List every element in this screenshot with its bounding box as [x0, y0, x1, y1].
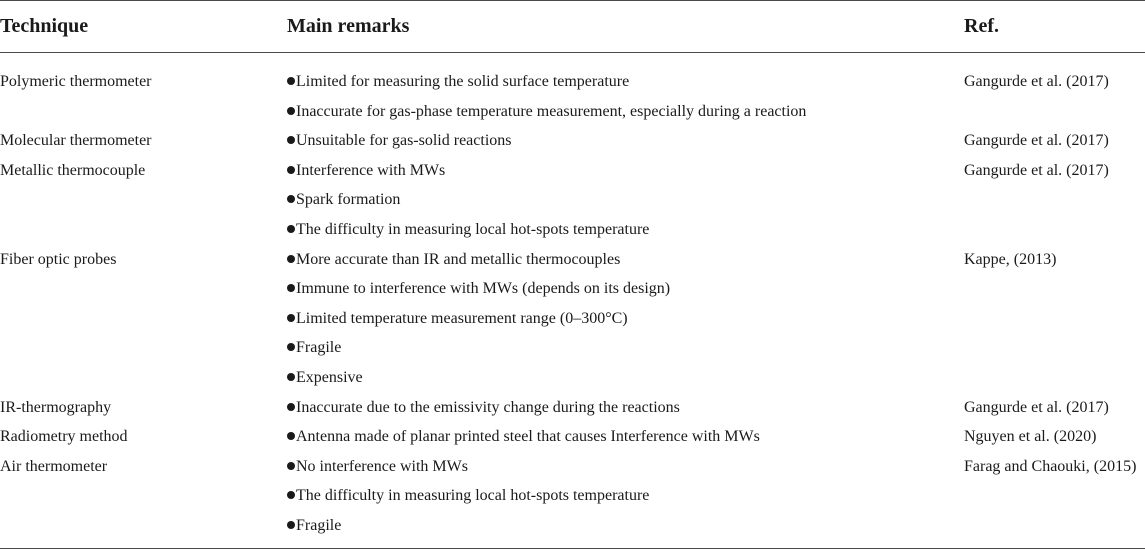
- bullet-icon: [287, 432, 295, 440]
- technique-cell: Fiber optic probes: [0, 250, 117, 268]
- remark-item: [287, 511, 341, 541]
- remark-item: [287, 215, 649, 245]
- table-row-continuation: [0, 363, 1145, 393]
- remark-item: [287, 481, 649, 511]
- remark-text: Limited for measuring the solid surface temperature: [296, 73, 630, 90]
- bullet-icon: [287, 136, 295, 144]
- bullet-icon: [287, 77, 295, 85]
- table-top-rule: [0, 0, 1145, 1]
- technique-cell: Radiometry method: [0, 428, 128, 446]
- bullet-icon: [287, 314, 295, 322]
- bullet-icon: [287, 343, 295, 351]
- remark-text: Spark formation: [296, 191, 401, 209]
- table-row-continuation: [0, 185, 1145, 215]
- remark-text: Inaccurate due to the emissivity change during the reactions: [296, 398, 680, 416]
- table-row-continuation: [0, 511, 1145, 541]
- remark-text: The difficulty in measuring local hot-spots temperature: [296, 220, 650, 238]
- table-row: [0, 452, 1145, 482]
- technique-cell: Metallic thermocouple: [0, 161, 146, 179]
- remark-item: [287, 67, 629, 97]
- bullet-icon: [287, 403, 295, 411]
- remark-text: Antenna made of planar printed steel that causes Interference with MWs: [296, 428, 760, 446]
- ref-cell: Farag and Chaouki, (2015): [964, 457, 1137, 475]
- table-body: [0, 67, 1145, 541]
- table-row: [0, 245, 1145, 275]
- remark-text: Limited temperature measurement range (0–300°C): [296, 309, 628, 327]
- bullet-icon: [287, 255, 295, 263]
- table-row-continuation: [0, 481, 1145, 511]
- remark-text: Interference with MWs: [296, 161, 446, 179]
- column-header-ref: Ref.: [964, 15, 999, 37]
- bullet-icon: [287, 225, 295, 233]
- remark-item: [287, 304, 628, 334]
- table-row-continuation: [0, 304, 1145, 334]
- table-row-continuation: [0, 274, 1145, 304]
- technique-cell: Air thermometer: [0, 457, 108, 475]
- remark-item: [287, 333, 341, 363]
- ref-cell: Gangurde et al. (2017): [964, 398, 1109, 416]
- table-row-continuation: [0, 333, 1145, 363]
- ref-cell: Gangurde et al. (2017): [964, 73, 1109, 90]
- table-row-continuation: [0, 215, 1145, 245]
- table-row: [0, 422, 1145, 452]
- remark-text: Unsuitable for gas-solid reactions: [296, 132, 512, 150]
- ref-cell: Gangurde et al. (2017): [964, 132, 1109, 150]
- remark-item: [287, 97, 806, 127]
- header-divider-rule: [0, 52, 1145, 53]
- remark-text: Expensive: [296, 368, 363, 386]
- remark-item: [287, 393, 680, 423]
- remark-text: Immune to interference with MWs (depends on its design): [296, 280, 671, 298]
- bullet-icon: [287, 284, 295, 292]
- table-row: [0, 156, 1145, 186]
- column-header-remarks: Main remarks: [287, 15, 410, 37]
- technique-cell: IR-thermography: [0, 398, 112, 416]
- bullet-icon: [287, 107, 295, 115]
- table-row: [0, 126, 1145, 156]
- remark-item: [287, 245, 620, 275]
- bullet-icon: [287, 491, 295, 499]
- remark-item: [287, 422, 760, 452]
- remark-item: [287, 185, 400, 215]
- technique-cell: Polymeric thermometer: [0, 73, 152, 90]
- bullet-icon: [287, 166, 295, 174]
- table-row: [0, 393, 1145, 423]
- remark-text: No interference with MWs: [296, 457, 468, 475]
- bullet-icon: [287, 462, 295, 470]
- ref-cell: Gangurde et al. (2017): [964, 161, 1109, 179]
- ref-cell: Kappe, (2013): [964, 250, 1057, 268]
- remark-text: Fragile: [296, 516, 342, 534]
- bullet-icon: [287, 521, 295, 529]
- table-row-continuation: [0, 97, 1145, 127]
- remark-item: [287, 452, 468, 482]
- table-bottom-rule: [0, 548, 1145, 549]
- remark-text: The difficulty in measuring local hot-spots temperature: [296, 487, 650, 505]
- remark-item: [287, 274, 670, 304]
- table-row: [0, 67, 1145, 97]
- bullet-icon: [287, 373, 295, 381]
- remark-item: [287, 156, 445, 186]
- remark-text: More accurate than IR and metallic thermocouples: [296, 250, 621, 268]
- remark-item: [287, 126, 512, 156]
- technique-cell: Molecular thermometer: [0, 132, 152, 150]
- ref-cell: Nguyen et al. (2020): [964, 428, 1097, 446]
- bullet-icon: [287, 195, 295, 203]
- remark-text: Fragile: [296, 339, 342, 357]
- remark-text: Inaccurate for gas-phase temperature measurement, especially during a reaction: [296, 102, 807, 120]
- column-header-technique: Technique: [0, 15, 89, 37]
- remark-item: [287, 363, 363, 393]
